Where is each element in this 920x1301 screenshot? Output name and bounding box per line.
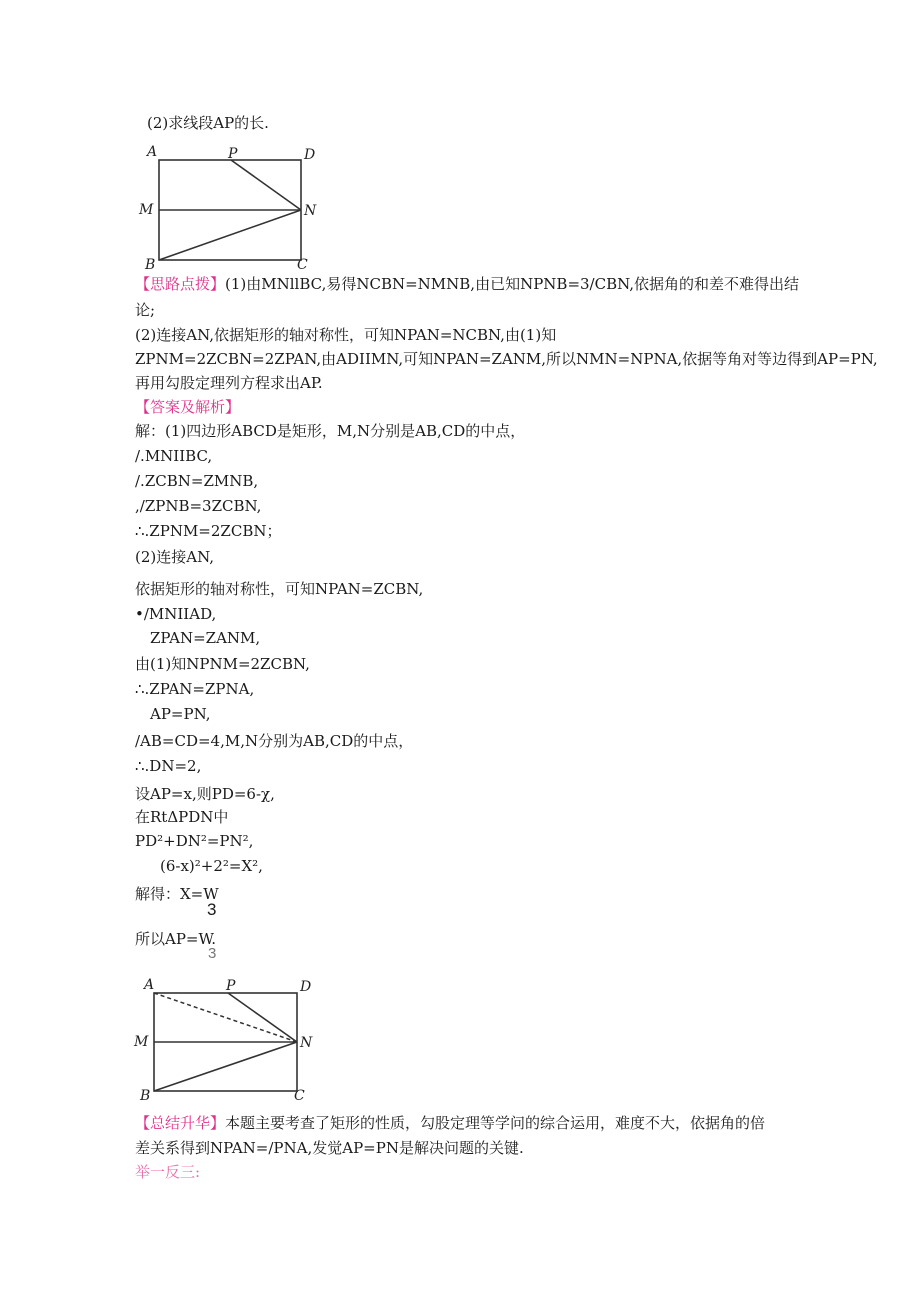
answer-line: 在RtΔPDN中 (135, 808, 229, 826)
hint-tag: 【思路点拨】 (135, 275, 226, 293)
answer-line: 所以AP=W. (135, 930, 217, 948)
label-d: D (300, 979, 312, 995)
answer-line: ,/ZPNB=3ZCBN, (135, 497, 262, 515)
hint-line-5: 再用勾股定理列方程求出AP. (135, 374, 323, 392)
answer-line: ∴.ZPAN=ZPNA, (135, 680, 255, 698)
label-n: N (304, 203, 317, 219)
label-p: P (226, 978, 236, 994)
fraction-denominator-3: 3 (207, 900, 217, 919)
answer-line: /AB=CD=4,M,N分别为AB,CD的中点， (135, 732, 414, 750)
segment-an-dashed (154, 993, 297, 1042)
answer-line: AP=PN, (150, 705, 211, 723)
label-a: A (147, 144, 158, 160)
figure-2-diagram (130, 977, 325, 1102)
label-a: A (144, 977, 155, 993)
answer-line: 解：(1)四边形ABCD是矩形，M,N分别是AB,CD的中点， (135, 422, 526, 440)
segment-bn (154, 1042, 297, 1091)
summary-line-2: 差关系得到NPAN=/PNA,发觉AP=PN是解决问题的关键. (135, 1139, 524, 1157)
answer-line: 解得：X=W (135, 885, 219, 903)
hint-line-2: 论; (135, 301, 156, 319)
summary-text-1: 本题主要考查了矩形的性质，勾股定理等学问的综合运用，难度不大，依据角的倍 (225, 1114, 766, 1132)
segment-pn (228, 993, 297, 1042)
fraction-denominator-3-faint: 3 (208, 945, 217, 962)
answer-line: (2)连接AN, (135, 548, 215, 566)
label-m: M (134, 1034, 149, 1050)
label-d: D (304, 147, 316, 163)
answer-line: 由(1)知NPNM=2ZCBN, (135, 655, 310, 673)
hint-text-1: (1)由MNllBC,易得NCBN=NMNB,由已知NPNB=3/CBN,依据角的和差不难得出结 (225, 275, 800, 293)
label-b: B (145, 257, 156, 273)
label-b: B (140, 1088, 151, 1104)
answer-line: ∴.ZPNM=2ZCBN； (135, 522, 282, 540)
label-n: N (300, 1035, 313, 1051)
figure-1-diagram (135, 144, 325, 273)
answer-line: ZPAN=ZANM, (150, 629, 261, 647)
hint-line-1 (135, 274, 799, 294)
answer-line: •/MNIIAD, (135, 605, 217, 623)
label-p: P (228, 146, 238, 162)
summary-line-1 (135, 1113, 765, 1133)
question-part2: (2)求线段AP的长. (147, 114, 269, 132)
answer-tag: 【答案及解析】 (135, 398, 241, 416)
hint-line-4: ZPNM=2ZCBN=2ZPAN,由ADIIMN,可知NPAN=ZANM,所以NMN=NPNA,依据等角对等边得到AP=PN, (135, 350, 878, 368)
label-c: C (294, 1088, 305, 1104)
segment-pn (231, 160, 301, 210)
label-c: C (297, 257, 308, 273)
answer-line: 依据矩形的轴对称性，可知NPAN=ZCBN, (135, 580, 424, 598)
hint-line-3: (2)连接AN,依据矩形的轴对称性，可知NPAN=NCBN,由(1)知 (135, 326, 557, 344)
answer-line: /.ZCBN=ZMNB, (135, 472, 259, 490)
segment-bn (159, 210, 301, 260)
answer-line: ∴.DN=2, (135, 757, 202, 775)
answer-line: PD²+DN²=PN², (135, 832, 254, 850)
practice-label: 举一反三: (135, 1163, 201, 1181)
answer-line: (6-x)²+2²=X², (160, 857, 263, 875)
answer-line: 设AP=x,则PD=6-χ, (135, 785, 275, 803)
label-m: M (139, 202, 154, 218)
answer-line: /.MNIIBC, (135, 447, 213, 465)
summary-tag: 【总结升华】 (135, 1114, 226, 1132)
